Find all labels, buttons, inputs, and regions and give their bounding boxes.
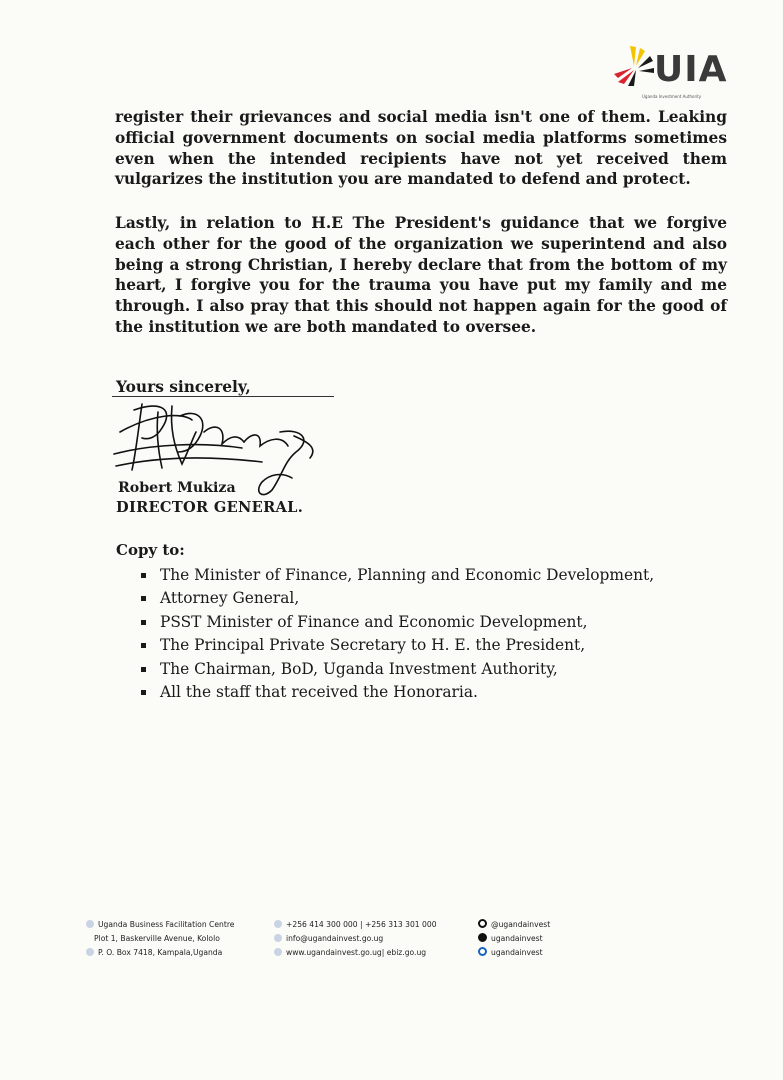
globe-icon <box>274 948 282 956</box>
logo-subtitle: Uganda Investment Authority <box>642 94 702 99</box>
facebook-icon <box>478 933 487 942</box>
logo-text: UIA <box>654 49 728 90</box>
body-paragraph-1: register their grievances and social media isn't one of them. Leaking official government documents on social media platforms sometimes even when the intended recipients have not yet received them vulgarizes the institution you are mandated to defend and protect. <box>115 108 727 189</box>
list-item <box>138 681 654 704</box>
footer-address-line: P. O. Box 7418, Kampala,Uganda <box>98 948 223 957</box>
copy-to-list <box>138 564 654 704</box>
mailbox-icon <box>86 948 94 956</box>
uia-logo-mark-icon <box>612 44 656 90</box>
recipient-label: The Minister of Finance, Planning and Economic Development, <box>160 566 655 584</box>
footer-address-line: Uganda Business Facilitation Centre <box>98 920 235 929</box>
list-item <box>138 658 654 681</box>
recipient-label: All the staff that received the Honoraria. <box>160 682 478 701</box>
recipient-label: Attorney General, <box>160 589 300 608</box>
bullet-icon <box>141 690 146 695</box>
email-icon <box>274 934 282 942</box>
phone-icon <box>274 920 282 928</box>
footer-website[interactable]: www.ugandainvest.go.ug| ebiz.go.ug <box>286 948 427 957</box>
footer-social-handle[interactable]: @ugandainvest <box>491 920 551 929</box>
recipient-label: The Principal Private Secretary to H. E. the President, <box>160 636 586 655</box>
list-item <box>138 634 654 657</box>
bullet-icon <box>141 573 146 578</box>
footer-contact <box>274 918 437 960</box>
bullet-icon <box>141 620 146 625</box>
body-paragraph-2: Lastly, in relation to H.E The President's guidance that we forgive each other for the good of the organization we superintend and also being a strong Christian, I hereby declare that from the bottom of my heart, I forgive you for the trauma you have put my family and me through. I also pray that this should not happen again for the good of the institution we are both mandated to oversee. <box>115 214 727 336</box>
bullet-icon <box>141 643 146 648</box>
bullet-icon <box>141 667 146 672</box>
footer-social-handle[interactable]: ugandainvest <box>491 934 543 943</box>
uia-logo <box>612 44 732 106</box>
footer-email[interactable]: info@ugandainvest.go.ug <box>286 934 384 943</box>
list-item <box>138 587 654 610</box>
footer-address <box>86 918 234 960</box>
list-item <box>138 564 654 587</box>
footer-social <box>478 918 550 960</box>
footer-address-line: Plot 1, Baskerville Avenue, Kololo <box>94 934 220 943</box>
signer-name: Robert Mukiza <box>118 480 236 496</box>
signer-title: DIRECTOR GENERAL. <box>116 499 304 516</box>
footer-phone: +256 414 300 000 | +256 313 301 000 <box>286 920 437 929</box>
twitter-icon <box>478 919 487 928</box>
closing-salutation: Yours sincerely, <box>116 378 251 396</box>
footer-social-handle[interactable]: ugandainvest <box>491 948 543 957</box>
copy-to-heading: Copy to: <box>116 541 185 559</box>
linkedin-icon <box>478 947 487 956</box>
list-item <box>138 611 654 634</box>
location-icon <box>86 920 94 928</box>
bullet-icon <box>141 596 146 601</box>
recipient-label: PSST Minister of Finance and Economic Development, <box>160 612 588 631</box>
recipient-label: The Chairman, BoD, Uganda Investment Authority, <box>160 659 558 678</box>
